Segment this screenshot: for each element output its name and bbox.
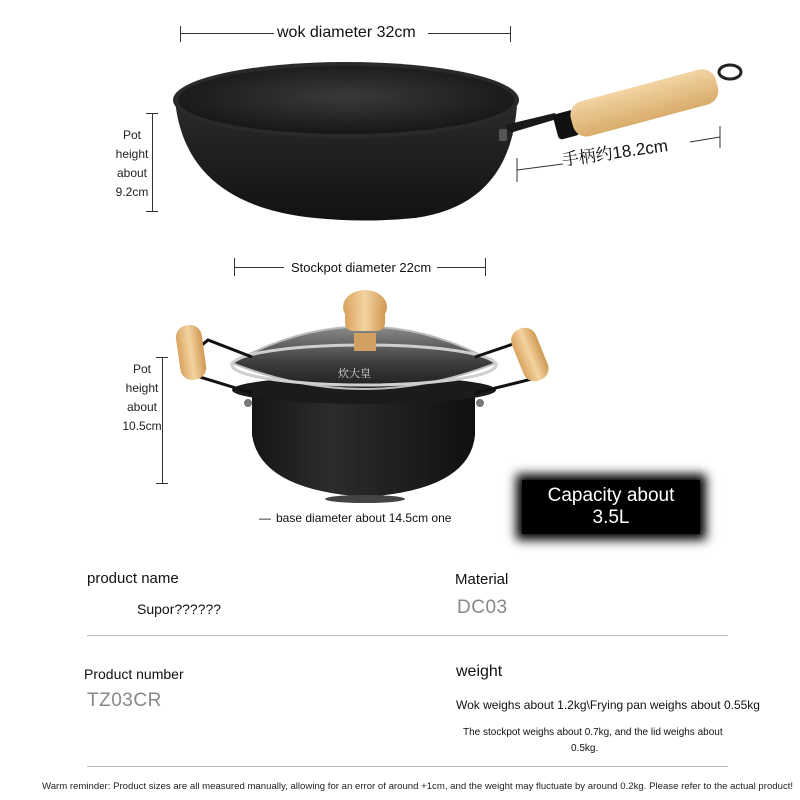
wok-diameter-line-right: [428, 33, 510, 34]
stockpot-height-line-1: Pot: [132, 362, 151, 376]
stockpot-diameter-tick-right: [485, 258, 486, 276]
wok-height-line-1: Pot: [122, 128, 141, 142]
stockpot-diameter-label: Stockpot diameter 22cm: [291, 260, 432, 275]
stockpot-body: [252, 395, 475, 497]
stockpot-height-line-3: about: [126, 400, 158, 414]
weight-line-2a: The stockpot weighs about 0.7kg, and the lid weighs about: [463, 727, 723, 738]
stockpot-height-label: [120, 360, 164, 436]
stockpot-grip-left: [174, 323, 207, 381]
weight-title: weight: [456, 663, 503, 680]
stockpot-height-tick-bottom: [156, 483, 168, 484]
stockpot-height-line-2: height: [125, 381, 159, 395]
wok-height-line-4: 9.2cm: [115, 185, 149, 199]
wok-diameter-label: wok diameter 32cm: [277, 24, 416, 41]
material-title: Material: [455, 571, 509, 588]
product-name-value: Supor??????: [137, 601, 222, 617]
weight-line-1: Wok weighs about 1.2kg\Frying pan weighs about 0.55kg: [456, 698, 760, 712]
wok-height-tick-bottom: [146, 211, 158, 212]
stockpot-knob-base: [354, 333, 376, 351]
product-name-title: product name: [87, 570, 179, 587]
wok-diameter-tick-right: [510, 26, 511, 42]
specs-divider-top: [87, 635, 728, 636]
wok-height-line-3: about: [116, 166, 148, 180]
footer-reminder: Warm reminder: Product sizes are all measured manually, allowing for an error of around +1cm, and the weight may fluctuate by around 0.2kg. Please refer to the actual product!: [42, 781, 794, 792]
stockpot-lid-brand: 炊大皇: [338, 367, 371, 380]
stockpot-illustration: [170, 285, 560, 510]
material-value: DC03: [457, 597, 508, 618]
wok-height-line: [152, 113, 153, 211]
weight-line-2b: 0.5kg.: [571, 743, 599, 754]
stockpot-rivet-left: [244, 399, 252, 407]
wok-inside: [178, 66, 514, 134]
capacity-badge: Capacity about 3.5L: [522, 480, 700, 534]
handle-length-label: 手柄约18.2cm: [560, 136, 670, 170]
wok-diameter-tick-left: [180, 26, 181, 42]
stockpot-rivet-right: [476, 399, 484, 407]
stockpot-base-label: base diameter about 14.5cm one: [276, 511, 452, 525]
stockpot-knob-stem: [345, 307, 385, 331]
product-number-value: TZ03CR: [87, 690, 162, 711]
stockpot-diameter-line-right: [437, 267, 485, 268]
wok-height-label: [112, 126, 152, 202]
product-number-title: Product number: [84, 666, 184, 682]
specs-divider-bottom: [87, 766, 728, 767]
stockpot-base-dash: —: [259, 511, 271, 525]
wok-height-line-2: height: [115, 147, 149, 161]
stockpot-base-shadow: [325, 495, 405, 503]
wok-diameter-line-left: [180, 33, 274, 34]
stockpot-diameter-line-left: [234, 267, 284, 268]
wok-hanging-ring: [719, 65, 741, 79]
stockpot-grip-right: [507, 324, 552, 385]
stockpot-height-line-4: 10.5cm: [122, 419, 162, 433]
